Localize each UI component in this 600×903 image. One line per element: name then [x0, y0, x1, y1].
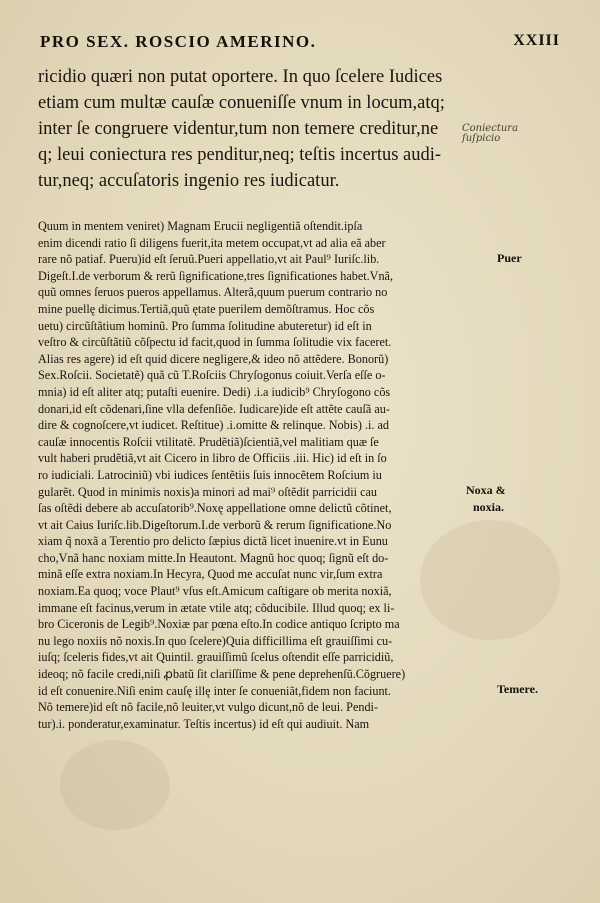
commentary-line: rare nõ patiaf. Pueru)id eſt ſeruũ.Pueri appellatio,vt ait Paul⁹ Iuriſc.lib.	[38, 252, 380, 267]
commentary-line: bro Ciceronis de Legib⁹.Noxiæ par pœna eſto.In codice antiquo ſcripto ma	[38, 617, 400, 632]
commentary-line: dire & cognoſcere,vt iudicet. Reſtitue) .i.omitte & relinque. Nobis) .i. ad	[38, 418, 389, 433]
main-text-block	[38, 64, 470, 194]
main-text-line: ricidio quæri non putat oportere. In quo ſcelere Iudices	[38, 67, 443, 87]
commentary-line: vult haberi prudẽtiã,vt ait Cicero in libro de Officiis .iii. Hic) id eſt in ſo	[38, 451, 387, 466]
commentary-line: noxiam.Ea quoq; voce Plaut⁹ vſus eſt.Amicum caſtigare ob merita noxiã,	[38, 584, 392, 599]
commentary-line: mnia) id eſt aliter atq; putaſti euenire. Dedi) .i.a iudicib⁹ Chryſogono cõs	[38, 384, 391, 399]
commentary-line: tur).i. ponderatur,examinatur. Teſtis incertus) id eſt qui audiuit. Nam	[38, 716, 370, 731]
commentary-line: xiam q̃ noxã a Terentio pro delicto ſæpius dictã licet inuenire.vt in Eunu	[38, 534, 388, 549]
gloss-line: ſuſpicio	[462, 133, 501, 144]
margin-note-puer: Puer	[497, 251, 522, 265]
commentary-line: Digeſt.I.de verborum & rerũ ſignificatione,tres ſignificationes habet.Vnã,	[38, 268, 394, 283]
main-text-line: etiam cum multæ cauſæ conueniſſe vnum in locum,atq;	[38, 93, 445, 113]
main-text-line: inter ſe congruere videntur,tum non temere creditur,ne	[38, 119, 439, 139]
commentary-line: Nõ temere)id eſt nõ facile,nõ leuiter,vt vulgo dicunt,nõ de leui. Pendi-	[38, 700, 378, 715]
commentary-line: donari,id eſt cõdenari,ſine vlla defenſiõe. Iudicare)ide eſt attẽte cauſã au-	[38, 401, 390, 416]
handwritten-marginal-gloss	[462, 124, 572, 144]
running-title: PRO SEX. ROSCIO AMERINO.	[40, 32, 317, 51]
commentary-line: uetu) circũſtãtium hominũ. Pro ſumma ſolitudine abuteretur) id eſt in	[38, 318, 372, 333]
commentary-block	[38, 218, 490, 732]
commentary-line: ſas oſtẽdi debere ab accuſatorib⁹.Noxę appellatione omne delictũ cõtinet,	[38, 501, 392, 516]
commentary-line: cho,Vnã hanc noxiam mitte.In Heautont. Magnũ hoc quoq; ſignũ eſt do-	[38, 550, 389, 565]
commentary-line: quũ omnes ſeruos pueros appellamus. Alterã,quum puerum contrario no	[38, 285, 388, 300]
main-text-line: q; leui coniectura res penditur,neq; teſtis incertus audi-	[38, 145, 442, 165]
commentary-line: Alias res agere) id eſt quid dicere negligere,& ideo nõ attẽdere. Bonorũ)	[38, 351, 389, 366]
commentary-line: vt ait Caius Iuriſc.lib.Digeſtorum.I.de verborũ & rerum ſignificatione.No	[38, 517, 392, 532]
gloss-line: Coniectura	[462, 123, 519, 134]
commentary-line: enim dicendi ratio ſi diligens fuerit,ita metem occupat,vt ad alia eã aber	[38, 235, 386, 250]
main-text-line: tur,neq; accuſatoris ingenio res iudicatur.	[38, 171, 340, 191]
folio-number: XXIII	[513, 32, 560, 49]
commentary-line: gularẽt. Quod in minimis noxis)a minori ad mai⁹ oſtẽdit parricidii cau	[38, 484, 377, 499]
commentary-line: ideoq; nõ facile credi,niſi ꝓbatũ ſit clariſſime & pene deprehenſũ.Cõgruere)	[38, 667, 406, 682]
commentary-line: Sex.Roſcii. Societatẽ) quã cũ T.Roſciis Chryſogonus coiuit.Verſa eſſe o-	[38, 368, 386, 383]
commentary-line: immane eſt facinus,verum in ætate vtile atq; cõducibile. Illud quoq; ex li-	[38, 600, 395, 615]
commentary-line: cauſæ innocentis Roſcii vtilitatẽ. Prudẽtiã)ſcientiã,vel malitiam quæ ſe	[38, 434, 379, 449]
paper-stain	[60, 740, 170, 830]
margin-note-noxa: Noxa &	[466, 483, 506, 497]
margin-note-temere: Temere.	[497, 682, 538, 696]
commentary-line: mine puellę dicimus.Tertiã,quũ ętate puerilem demõſtramus. Hoc cõs	[38, 301, 375, 316]
page-header	[40, 32, 560, 58]
commentary-line: id eſt conuenire.Niſi enim cauſę illę inter ſe conueniãt,fidem non faciunt.	[38, 683, 391, 698]
commentary-line: Quum in mentem veniret) Magnam Erucii negligentiã oſtendit.ipſa	[38, 219, 363, 233]
commentary-line: minã eſſe extra noxiam.In Hecyra, Quod me accuſat nunc vir,ſum extra	[38, 567, 383, 582]
commentary-line: veſtro & circũſtãtiũ cõſpectu id facit,quod in ſumma ſolitudie vix faceret.	[38, 335, 392, 350]
commentary-line: nu lego noxiis nõ noxis.In quo ſcelere)Quia difficillima eſt grauiſſimi cu-	[38, 633, 393, 648]
commentary-line: iuſq; ſceleris fides,vt ait Quintil. grauiſſimũ ſcelus oſtendit eſſe parricidiũ,	[38, 650, 394, 665]
commentary-line: ro iudiciali. Latrociniũ) vbi iudices ſentẽtiis ſuis innocẽtem Roſcium iu	[38, 467, 382, 482]
margin-note-noxia: noxia.	[473, 500, 505, 514]
